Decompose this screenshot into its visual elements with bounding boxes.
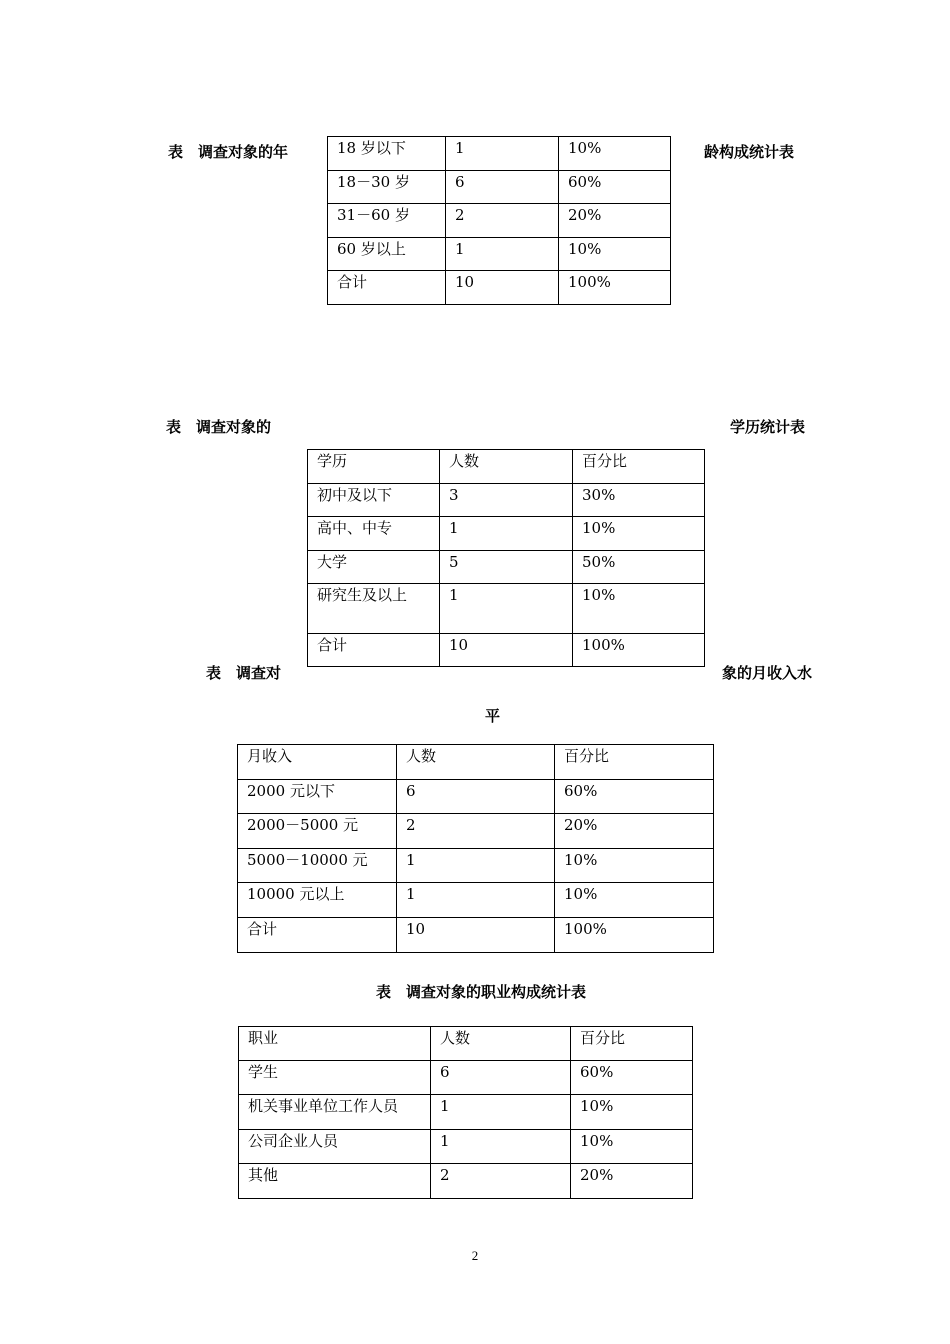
income-table-caption-continuation: 平 (485, 707, 501, 725)
count-cell: 1 (431, 1095, 571, 1130)
age-table-caption-right: 龄构成统计表 (704, 143, 795, 161)
occupation-table-caption: 表 调查对象的职业构成统计表 (376, 983, 587, 1001)
income-cell: 5000－10000 元 (238, 849, 397, 883)
age-cell: 31－60 岁 (328, 204, 446, 238)
income-cell: 10000 元以上 (238, 883, 397, 918)
table-row (238, 780, 714, 814)
income-table (237, 744, 714, 953)
count-cell: 6 (446, 171, 559, 204)
percent-cell: 60% (559, 171, 671, 204)
percent-cell: 50% (573, 551, 705, 584)
count-cell: 5 (440, 551, 573, 584)
count-cell: 10 (397, 918, 555, 953)
count-cell: 3 (440, 484, 573, 517)
education-table-caption-left: 表 调查对象的 (166, 418, 272, 436)
table-header-row (308, 450, 705, 484)
count-cell: 6 (397, 780, 555, 814)
count-cell: 10 (440, 634, 573, 667)
percent-cell: 100% (573, 634, 705, 667)
table-row (308, 517, 705, 551)
column-header: 百分比 (571, 1027, 693, 1061)
column-header: 人数 (431, 1027, 571, 1061)
total-label-cell: 合计 (238, 918, 397, 953)
count-cell: 1 (431, 1130, 571, 1164)
total-label-cell: 合计 (328, 271, 446, 305)
percent-cell: 10% (555, 883, 714, 918)
column-header: 职业 (239, 1027, 431, 1061)
education-cell: 研究生及以上 (308, 584, 440, 634)
total-label-cell: 合计 (308, 634, 440, 667)
income-cell: 2000 元以下 (238, 780, 397, 814)
occupation-cell: 机关事业单位工作人员 (239, 1095, 431, 1130)
table-row (238, 918, 714, 953)
count-cell: 1 (440, 517, 573, 551)
count-cell: 1 (397, 849, 555, 883)
age-cell: 18－30 岁 (328, 171, 446, 204)
table-row (328, 204, 671, 238)
education-cell: 初中及以下 (308, 484, 440, 517)
column-header: 人数 (440, 450, 573, 484)
income-table-caption-right: 象的月收入水 (722, 664, 813, 682)
table-row (328, 137, 671, 171)
percent-cell: 10% (559, 137, 671, 171)
percent-cell: 10% (571, 1095, 693, 1130)
percent-cell: 20% (555, 814, 714, 849)
education-cell: 高中、中专 (308, 517, 440, 551)
age-table (327, 136, 671, 305)
table-row (328, 171, 671, 204)
table-row (238, 814, 714, 849)
percent-cell: 10% (573, 584, 705, 634)
count-cell: 1 (440, 584, 573, 634)
table-row (328, 271, 671, 305)
table-row (308, 584, 705, 634)
column-header: 百分比 (555, 745, 714, 780)
table-row (328, 238, 671, 271)
table-row (238, 849, 714, 883)
count-cell: 1 (446, 137, 559, 171)
percent-cell: 10% (573, 517, 705, 551)
table-row (308, 484, 705, 517)
education-table (307, 449, 705, 667)
age-cell: 60 岁以上 (328, 238, 446, 271)
income-table-caption-left: 表 调查对 (206, 664, 282, 682)
age-table-caption-left: 表 调查对象的年 (168, 143, 289, 161)
table-header-row (238, 745, 714, 780)
column-header: 学历 (308, 450, 440, 484)
table-row (239, 1164, 693, 1199)
percent-cell: 60% (555, 780, 714, 814)
column-header: 百分比 (573, 450, 705, 484)
age-cell: 18 岁以下 (328, 137, 446, 171)
count-cell: 6 (431, 1061, 571, 1095)
income-cell: 2000－5000 元 (238, 814, 397, 849)
occupation-cell: 学生 (239, 1061, 431, 1095)
page-number: 2 (471, 1248, 479, 1263)
education-table-caption-right: 学历统计表 (730, 418, 806, 436)
column-header: 月收入 (238, 745, 397, 780)
education-cell: 大学 (308, 551, 440, 584)
percent-cell: 100% (559, 271, 671, 305)
occupation-cell: 公司企业人员 (239, 1130, 431, 1164)
percent-cell: 60% (571, 1061, 693, 1095)
percent-cell: 10% (559, 238, 671, 271)
table-row (238, 883, 714, 918)
count-cell: 2 (397, 814, 555, 849)
table-row (239, 1130, 693, 1164)
table-header-row (239, 1027, 693, 1061)
percent-cell: 100% (555, 918, 714, 953)
count-cell: 1 (397, 883, 555, 918)
percent-cell: 10% (571, 1130, 693, 1164)
count-cell: 10 (446, 271, 559, 305)
percent-cell: 30% (573, 484, 705, 517)
percent-cell: 10% (555, 849, 714, 883)
table-row (239, 1061, 693, 1095)
percent-cell: 20% (571, 1164, 693, 1199)
occupation-cell: 其他 (239, 1164, 431, 1199)
count-cell: 1 (446, 238, 559, 271)
occupation-table (238, 1026, 693, 1199)
count-cell: 2 (431, 1164, 571, 1199)
column-header: 人数 (397, 745, 555, 780)
percent-cell: 20% (559, 204, 671, 238)
count-cell: 2 (446, 204, 559, 238)
table-row (308, 634, 705, 667)
table-row (308, 551, 705, 584)
table-row (239, 1095, 693, 1130)
